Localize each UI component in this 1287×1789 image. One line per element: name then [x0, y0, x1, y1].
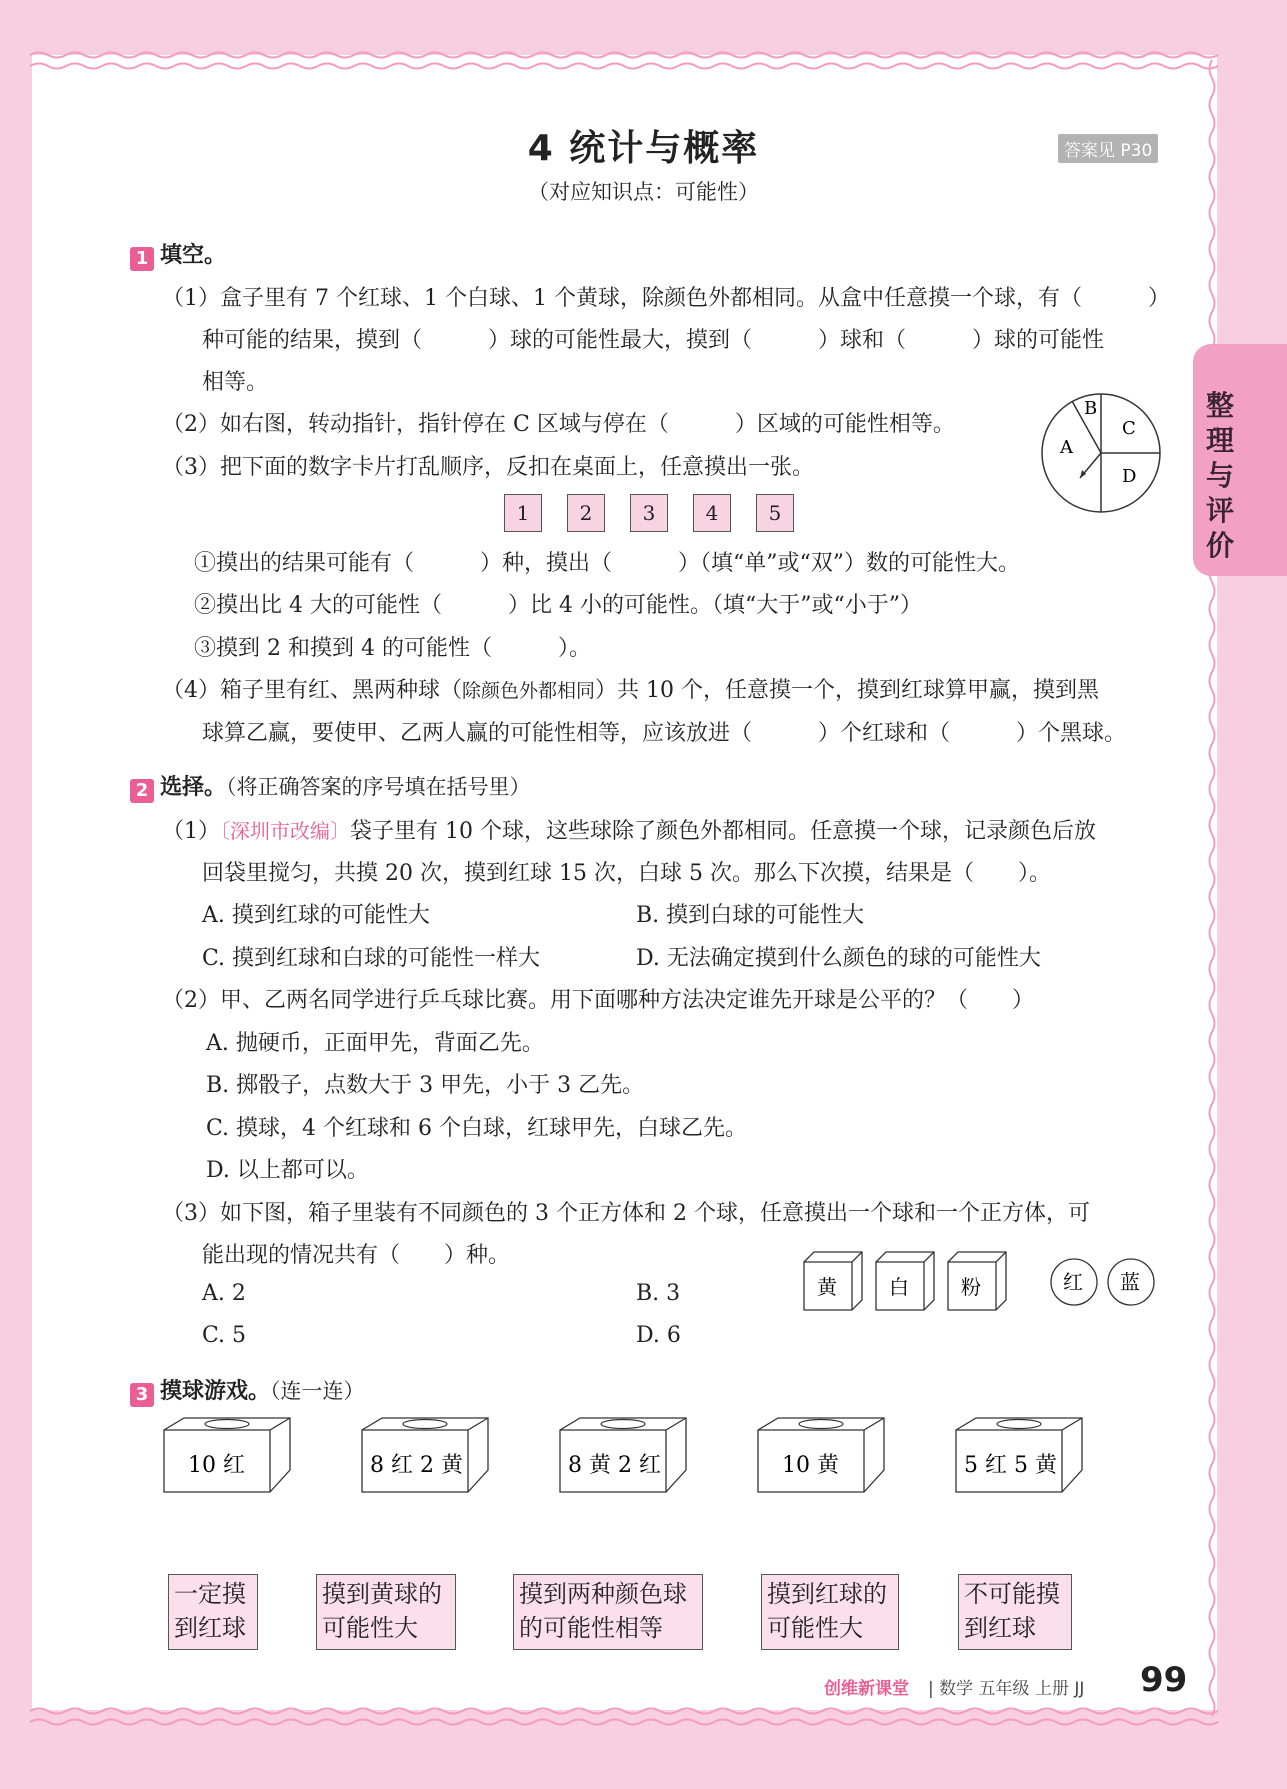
section-3-number: 3: [130, 1383, 154, 1407]
result-box-impossible-red: [958, 1574, 1072, 1650]
s2-q3-option-b: B. 3: [636, 1281, 681, 1306]
s2-q2-option-b: B. 掷骰子，点数大于 3 甲先，小于 3 乙先。: [206, 1073, 645, 1098]
result-line: 摸到红球的: [767, 1580, 887, 1608]
section-1-number: 1: [130, 247, 154, 271]
ball-box-label: 8 黄 2 红: [568, 1453, 661, 1478]
section-3-title: 摸球游戏。: [160, 1379, 271, 1404]
s2-q2-option-c: C. 摸球，4 个红球和 6 个白球，红球甲先，白球乙先。: [206, 1116, 748, 1141]
ball-box: [758, 1418, 884, 1492]
s2-q1-line2: 回袋里搅匀，共摸 20 次，摸到红球 15 次，白球 5 次。那么下次摸，结果是（ ）。: [202, 861, 1051, 886]
ball-box-label: 10 红: [188, 1453, 245, 1478]
result-box-red-likely: [761, 1574, 899, 1650]
s1-q1-line1: （1）盒子里有 7 个红球、1 个白球、1 个黄球，除颜色外都相同。从盒中任意摸一个球，有（ ）: [162, 286, 1170, 311]
footer-brand: 创维新课堂: [824, 1679, 909, 1699]
result-line: 的可能性相等: [519, 1614, 663, 1642]
ball-label: 蓝: [1120, 1270, 1140, 1294]
s2-q3-line1: （3）如下图，箱子里装有不同颜色的 3 个正方体和 2 个球，任意摸出一个球和一个正方体，可: [162, 1201, 1090, 1226]
result-line: 可能性大: [767, 1614, 863, 1642]
footer-info: | 数学 五年级 上册 JJ: [928, 1679, 1085, 1699]
spinner-label-c: C: [1122, 418, 1136, 439]
spinner-diagram: [1038, 390, 1164, 516]
ball-boxes-figure: [160, 1414, 1090, 1498]
result-box-yellow-likely: [316, 1574, 456, 1650]
result-line: 摸到两种颜色球: [519, 1580, 687, 1608]
answer-reference-badge: 答案见 P30: [1058, 134, 1158, 163]
number-card: 1: [504, 494, 542, 532]
s1-q3-sub2: ②摸出比 4 大的可能性（ ）比 4 小的可能性。（填“大于”或“小于”）: [194, 593, 922, 618]
s2-q2-option-d: D. 以上都可以。: [206, 1158, 369, 1183]
cube-pink: [948, 1252, 1006, 1310]
result-box-equal: [513, 1574, 703, 1650]
cube-label: 黄: [817, 1275, 837, 1299]
ball-box: [956, 1418, 1082, 1492]
spinner-label-a: A: [1060, 437, 1073, 458]
ball-box-label: 8 红 2 黄: [370, 1453, 463, 1478]
cube-label: 白: [889, 1275, 909, 1299]
page-title: 4 统计与概率: [527, 128, 760, 169]
ball-label: 红: [1063, 1270, 1083, 1294]
result-line: 摸到黄球的: [322, 1580, 442, 1608]
section-2-number: 2: [130, 779, 154, 803]
spinner-label-d: D: [1122, 466, 1137, 487]
section-1-heading: [130, 238, 226, 271]
s2-q1-option-a: A. 摸到红球的可能性大: [202, 903, 430, 928]
s1-q4-line2: 球算乙赢，要使甲、乙两人赢的可能性相等，应该放进（ ）个红球和（ ）个黑球。: [202, 721, 1127, 746]
s2-q1-prefix: （1）: [162, 819, 220, 844]
ball-box: [560, 1418, 686, 1492]
s1-q1-line2: 种可能的结果，摸到（ ）球的可能性最大，摸到（ ）球和（ ）球的可能性: [202, 328, 1105, 353]
ball-red: [1051, 1259, 1097, 1305]
section-2-title: 选择。: [160, 775, 227, 800]
s2-q1-option-d: D. 无法确定摸到什么颜色的球的可能性大: [636, 946, 1041, 971]
result-line: 不可能摸: [964, 1580, 1060, 1608]
s2-q1-option-b: B. 摸到白球的可能性大: [636, 903, 865, 928]
s2-q2: （2）甲、乙两名同学进行乒乓球比赛。用下面哪种方法决定谁先开球是公平的？（ ）: [162, 988, 1035, 1013]
s2-q1-line1: [162, 814, 1096, 845]
cubes-and-balls-figure: [800, 1248, 1170, 1324]
ball-box: [164, 1418, 290, 1492]
s1-q3: （3）把下面的数字卡片打乱顺序，反扣在桌面上，任意摸出一张。: [162, 455, 814, 480]
s2-q2-option-a: A. 抛硬币，正面甲先，背面乙先。: [206, 1031, 544, 1056]
side-tab-label: 整理与评价: [1205, 389, 1234, 562]
result-line: 到红球: [174, 1614, 246, 1642]
s1-q3-sub3: ③摸到 2 和摸到 4 的可能性（ ）。: [194, 636, 591, 661]
ball-box-label: 10 黄: [782, 1453, 839, 1478]
section-3-heading: [130, 1374, 365, 1407]
number-card: 2: [567, 494, 605, 532]
s2-q3-line2: 能出现的情况共有（ ）种。: [202, 1243, 511, 1268]
result-box-certain-red: [168, 1574, 258, 1650]
ball-box-label: 5 红 5 黄: [964, 1453, 1057, 1478]
result-line: 可能性大: [322, 1614, 418, 1642]
result-line: 一定摸: [174, 1580, 246, 1608]
result-line: 到红球: [964, 1614, 1036, 1642]
ball-blue: [1108, 1259, 1154, 1305]
cube-label: 粉: [961, 1275, 981, 1299]
s1-q3-sub1: ①摸出的结果可能有（ ）种，摸出（ ）（填“单”或“双”）数的可能性大。: [194, 551, 1020, 576]
s1-q2: （2）如右图，转动指针，指针停在 C 区域与停在（ ）区域的可能性相等。: [162, 412, 955, 437]
s1-q4-part-b: ）共 10 个，任意摸一个，摸到红球算甲赢，摸到黑: [595, 678, 1099, 703]
s1-q4-note: 除颜色外都相同: [462, 680, 596, 702]
section-2-note: （将正确答案的序号填在括号里）: [226, 775, 531, 799]
number-card: 5: [756, 494, 794, 532]
s2-q1-option-c: C. 摸到红球和白球的可能性一样大: [202, 946, 541, 971]
number-card: 4: [693, 494, 731, 532]
s2-q3-option-c: C. 5: [202, 1323, 247, 1348]
s1-q1-line3: 相等。: [202, 370, 269, 395]
page-number: 99: [1140, 1660, 1188, 1700]
section-2-heading: [130, 770, 531, 803]
ball-box: [362, 1418, 488, 1492]
s1-q4-part-a: （4）箱子里有红、黑两种球（: [162, 678, 462, 703]
section-1-title: 填空。: [160, 243, 227, 268]
s2-q1-text: 袋子里有 10 个球，这些球除了颜色外都相同。任意摸一个球，记录颜色后放: [350, 819, 1096, 844]
cube-white: [876, 1252, 934, 1310]
section-3-note: （连一连）: [270, 1379, 365, 1403]
s2-q3-option-d: D. 6: [636, 1323, 681, 1348]
s1-q4-line1: [162, 673, 1099, 704]
s2-q1-source-tag: 〔深圳市改编〕: [220, 819, 350, 843]
page-subtitle: （对应知识点：可能性）: [528, 180, 759, 204]
number-card: 3: [630, 494, 668, 532]
spinner-label-b: B: [1084, 398, 1098, 419]
cube-yellow: [804, 1252, 862, 1310]
s2-q3-option-a: A. 2: [202, 1281, 246, 1306]
